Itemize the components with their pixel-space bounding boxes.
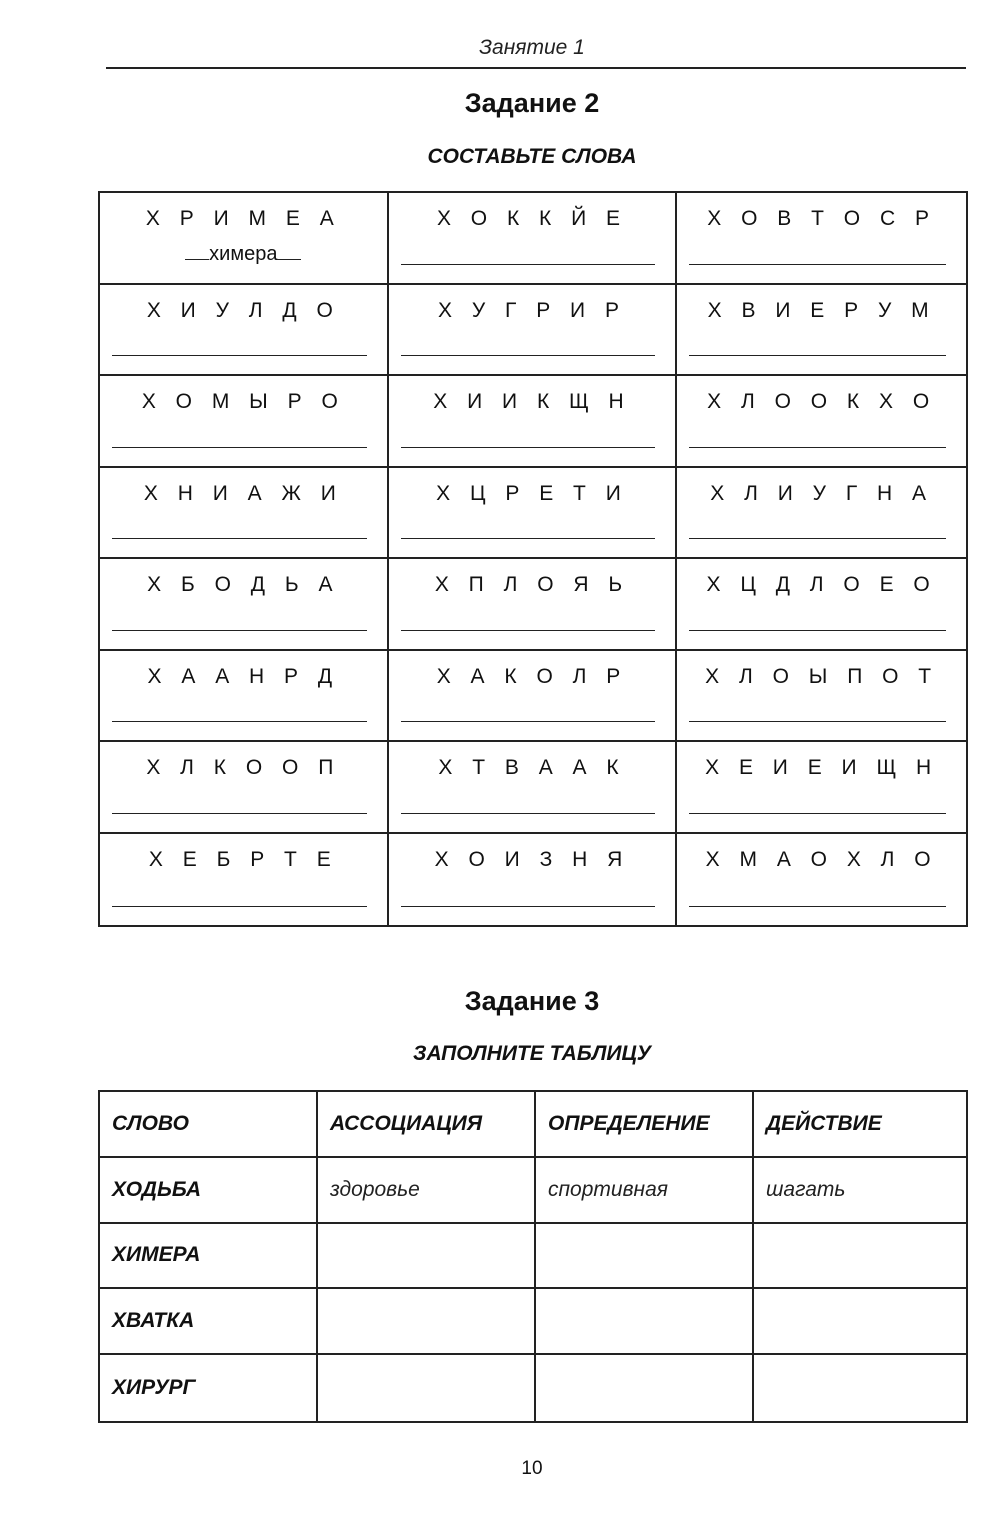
table-cell-association[interactable] [318,1224,536,1290]
anagram-cell[interactable] [677,285,966,377]
anagram-letters: Х П Л О Я Ь [434,573,630,596]
column-header-association: АССОЦИАЦИЯ [318,1092,536,1158]
anagram-letters: Х В И Е Р У М [707,298,936,322]
anagram-cell[interactable] [389,651,678,743]
answer-line[interactable] [401,447,656,448]
answer-line[interactable] [112,538,367,539]
anagram-letters: Х Л О Ы П О Т [705,664,939,688]
anagram-letters: Х Е И Е И Щ Н [705,756,939,779]
anagram-cell[interactable] [677,468,966,560]
anagram-cell[interactable] [677,376,966,468]
answer-line[interactable] [401,813,656,814]
answer-line[interactable] [689,906,946,907]
anagram-letters: Х О М Ы Р О [141,390,345,413]
anagram-letters: Х У Г Р И Р [437,298,626,322]
anagram-letters: Х Б О Д Ь А [147,573,340,596]
table-cell-definition[interactable] [536,1355,754,1421]
anagram-letters: Х О И З Н Я [434,847,630,871]
anagram-cell[interactable] [100,834,389,926]
answer-line[interactable] [689,264,946,265]
column-header-definition: ОПРЕДЕЛЕНИЕ [536,1092,754,1158]
page-number: 10 [521,1458,543,1479]
answer-line[interactable] [689,630,946,631]
answer-line[interactable] [401,721,656,722]
anagram-cell[interactable] [100,193,389,285]
answer-line[interactable] [689,447,946,448]
answer-line[interactable] [401,630,656,631]
anagram-letters: Х О К К Й Е [436,207,628,230]
anagram-letters: Х Ц Д Л О Е О [706,573,937,596]
anagram-cell[interactable] [389,742,678,834]
task-3-instruction: ЗАПОЛНИТЕ ТАБЛИЦУ [412,1042,652,1065]
lesson-header: Занятие 1 [479,36,585,59]
answer-line[interactable] [401,906,656,907]
answer-line[interactable] [689,355,946,356]
anagram-letters: Х А А Н Р Д [147,664,340,688]
table-cell-action[interactable]: шагать [754,1158,966,1224]
table-cell-definition[interactable] [536,1289,754,1355]
anagram-letters: Х Е Б Р Т Е [148,847,338,871]
anagram-letters: Х Ц Р Е Т И [436,481,628,505]
table-row-word: ХВАТКА [100,1289,318,1355]
task-2-instruction: СОСТАВЬТЕ СЛОВА [427,145,637,168]
table-row-word: ХИМЕРА [100,1224,318,1290]
anagram-grid [98,191,968,927]
anagram-cell[interactable] [389,285,678,377]
table-cell-definition[interactable] [536,1224,754,1290]
answer-line[interactable] [401,355,656,356]
answer-line[interactable] [112,721,367,722]
anagram-letters: Х Т В А А К [438,756,626,779]
anagram-cell[interactable] [677,651,966,743]
example-answer: химера [100,243,387,266]
answer-line[interactable] [689,813,946,814]
anagram-cell[interactable] [100,285,389,377]
answer-line[interactable] [401,538,656,539]
anagram-letters: Х Л О О К Х О [707,390,937,413]
anagram-letters: Х Л И У Г Н А [710,481,934,505]
anagram-cell[interactable] [389,834,678,926]
association-table [98,1090,968,1423]
anagram-cell[interactable] [677,559,966,651]
anagram-cell[interactable] [389,559,678,651]
table-cell-action[interactable] [754,1355,966,1421]
table-row-word: ХОДЬБА [100,1158,318,1224]
column-header-action: ДЕЙСТВИЕ [754,1092,966,1158]
anagram-cell[interactable] [389,193,678,285]
anagram-letters: Х А К О Л Р [436,664,628,688]
answer-line[interactable] [112,813,367,814]
anagram-letters: Х Л К О О П [146,756,341,779]
table-cell-association[interactable] [318,1289,536,1355]
answer-line[interactable] [112,355,367,356]
answer-line[interactable] [689,721,946,722]
anagram-cell[interactable] [389,376,678,468]
answer-line[interactable] [112,630,367,631]
table-row-word: ХИРУРГ [100,1355,318,1421]
answer-line[interactable] [401,264,656,265]
anagram-cell[interactable] [100,376,389,468]
anagram-cell[interactable] [677,834,966,926]
table-cell-definition[interactable]: спортивная [536,1158,754,1224]
table-cell-association[interactable]: здоровье [318,1158,536,1224]
anagram-cell[interactable] [100,468,389,560]
anagram-cell[interactable] [389,468,678,560]
task-3-title: Задание 3 [464,986,600,1016]
table-cell-association[interactable] [318,1355,536,1421]
anagram-letters: Х Р И М Е А [145,207,341,230]
anagram-letters: Х О В Т О С Р [707,207,936,230]
anagram-cell[interactable] [100,559,389,651]
anagram-cell[interactable] [677,193,966,285]
anagram-letters: Х М А О Х Л О [705,847,938,871]
answer-line[interactable] [689,538,946,539]
anagram-cell[interactable] [100,742,389,834]
answer-line[interactable] [112,906,367,907]
column-header-word: СЛОВО [100,1092,318,1158]
anagram-letters: Х И У Л Д О [146,298,340,322]
answer-line[interactable] [112,447,367,448]
table-cell-action[interactable] [754,1224,966,1290]
task-2-title: Задание 2 [464,88,600,118]
anagram-letters: Х Н И А Ж И [143,481,343,505]
table-cell-action[interactable] [754,1289,966,1355]
anagram-letters: Х И И К Щ Н [433,390,631,413]
header-divider [106,67,966,69]
anagram-cell[interactable] [677,742,966,834]
anagram-cell[interactable] [100,651,389,743]
